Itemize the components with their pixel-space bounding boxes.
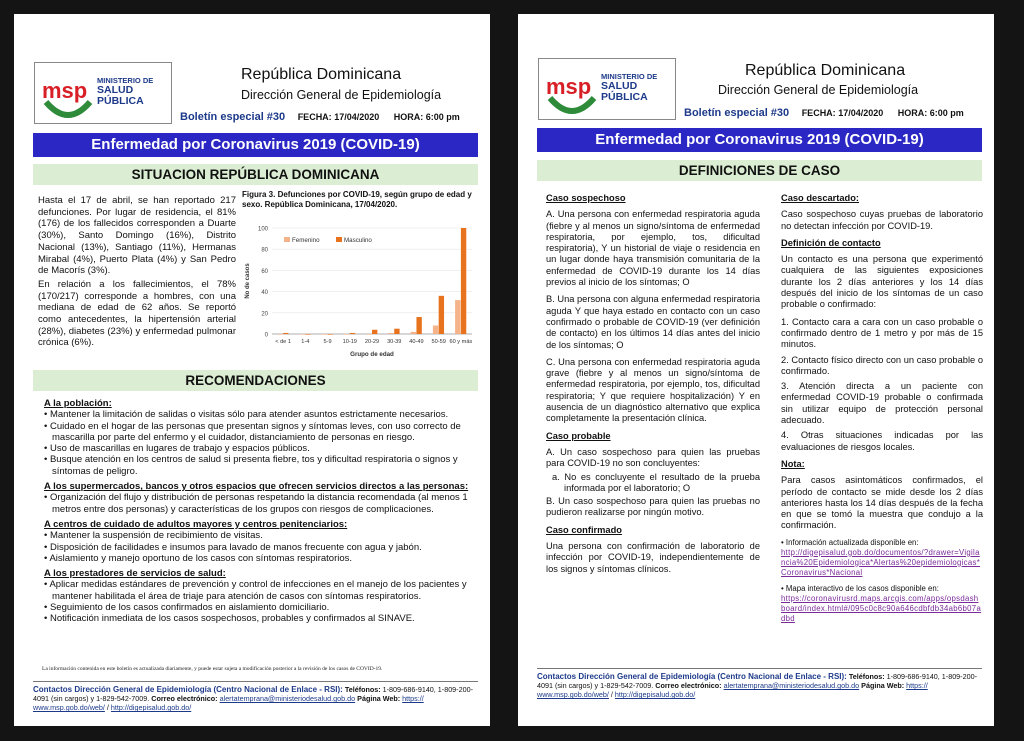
contacto-item-4: 4. Otras situaciones indicadas por las evaluaciones de riesgos locales. [781, 430, 983, 452]
header-meta [684, 107, 964, 119]
web-label: Página Web: [357, 694, 401, 703]
bar-masculino-5 [394, 329, 399, 334]
y-tick-label: 0 [264, 332, 268, 339]
definitions-left-column [546, 193, 760, 581]
phones: 1-809-686-9140, 1-809-200-4091 (sin cargos) y 1-829-542-7009. [537, 672, 977, 690]
reco-heading: A la población: [44, 398, 112, 409]
header-title: República Dominicana [745, 62, 906, 79]
email-label: Correo electrónico: [655, 681, 722, 690]
time-value: 6:00 pm [929, 108, 964, 118]
svg-text:msp: msp [42, 78, 88, 103]
contacto-item-2: 2. Contacto físico directo con un caso probable o confirmado. [781, 354, 983, 376]
caso-confirmado-text: Una persona con confirmación de laboratorio de infección por COVID-19, independientemente de los signos y síntomas clínicos. [546, 541, 760, 574]
caso-descartado-title: Caso descartado: [781, 193, 860, 203]
reco-item: • Aplicar medidas estándares de prevención y control de infecciones en el manejo de los pacientes y mantener habilitada el área de triaje para atención de casos con síntomas respiratorios. [44, 579, 469, 602]
x-tick-label: 1-4 [301, 339, 310, 345]
time-value: 6:00 pm [425, 112, 460, 122]
nota-title: Nota: [781, 458, 805, 469]
web-separator: / [104, 703, 111, 712]
x-tick-label: < de 1 [275, 339, 291, 345]
phones: 1-809-686-9140, 1-809-200-4091 (sin cargos) y 1-829-542-7009. [33, 685, 473, 703]
legend-label-masculino: Masculino [344, 237, 372, 244]
section-recomendaciones: RECOMENDACIONES [33, 370, 478, 391]
bar-masculino-2 [328, 334, 333, 335]
bar-femenino-7 [433, 326, 438, 334]
bar-femenino-5 [388, 333, 393, 334]
header-subtitle: Dirección General de Epidemiología [718, 83, 919, 97]
legend-swatch-femenino [284, 237, 290, 242]
situacion-para2: En relación a los fallecimientos, el 78% (170/217) corresponde a hombres, con una mediana de edad de 62 años. Se reportó como antecedentes, la hipertensión arterial (28%), diabetes (23%) y enfermedad pulmonar crónica (6%). [38, 278, 236, 349]
web-link-digepi[interactable]: http://digepisalud.gob.do/ [110, 703, 192, 712]
x-tick-label: 40-49 [409, 339, 424, 345]
footnote: La información contenida en este boletín es actualizada diariamente, y puede estar sujeta a modificación posterior a la revisión de los casos de COVID-19. [42, 666, 383, 672]
y-tick-label: 40 [261, 290, 268, 297]
bar-femenino-2 [322, 334, 327, 335]
contacto-title: Definición de contacto [781, 237, 881, 248]
bar-femenino-6 [411, 332, 416, 334]
contacts-title: Contactos Dirección General de Epidemiología (Centro Nacional de Enlace - RSI): [33, 685, 343, 694]
x-tick-label: 20-29 [364, 339, 380, 345]
bar-femenino-3 [344, 334, 349, 335]
contacto-intro: Un contacto es una persona que experimentó cualquiera de las siguientes exposiciones durante los 2 días anteriores y los 14 días después del inicio de los síntomas de un caso probable o confirmado: [781, 254, 983, 310]
phones-label: Teléfonos: [848, 672, 885, 681]
definitions-right-column [781, 193, 983, 624]
info2-label: Mapa interactivo de los casos disponible en: [785, 583, 939, 593]
time-label: HORA: [897, 108, 928, 118]
time-label: HORA: [393, 112, 424, 122]
web-link-msp[interactable]: www.msp.gob.do/web/ [33, 703, 105, 712]
email-link[interactable]: alertatemprana@ministeriodesalud.gob.do [723, 681, 860, 690]
web-prefix-link[interactable]: https:// [906, 681, 928, 690]
web-link-digepi[interactable]: http://digepisalud.gob.do/ [614, 690, 696, 699]
caso-probable-a: A. Un caso sospechoso para quien las pruebas para COVID-19 no son concluyentes: [546, 446, 760, 469]
contacts-block [537, 668, 982, 699]
bulletin-page-definiciones [518, 14, 994, 726]
reco-heading: A los prestadores de servicios de salud: [44, 568, 226, 580]
logo-line2: SALUD PÚBLICA [97, 83, 144, 107]
bulletin-page-situacion [14, 14, 490, 726]
nota-text: Para casos asintomáticos confirmados, el período de contacto se mide desde los 2 días anteriores hasta los 14 días después de la fecha en que se tomó la muestra que condujo a la confirmación. [781, 475, 983, 531]
bar-masculino-3 [350, 333, 355, 334]
logo-line1: MINISTERIO DE [97, 76, 154, 85]
section-situacion: SITUACION REPÚBLICA DOMINICANA [33, 164, 478, 185]
msp-logo-icon [40, 68, 96, 118]
bar-masculino-6 [416, 317, 421, 334]
bar-masculino-8 [461, 228, 466, 334]
header-subtitle: Dirección General de Epidemiología [241, 88, 442, 102]
legend-label-femenino: Femenino [292, 237, 320, 244]
reco-item: • Organización del flujo y distribución de personas respetando la distancia recomendada (al menos 1 metros entre dos personas) y características de los grupos con riesgos de complicaciones. [44, 492, 469, 515]
header-meta [180, 111, 460, 123]
contacts-title: Contactos Dirección General de Epidemiología (Centro Nacional de Enlace - RSI): [537, 672, 847, 681]
contacts-block [33, 681, 478, 712]
bulletin-number: Boletín especial #30 [180, 111, 286, 123]
x-tick-label: 30-39 [387, 339, 402, 345]
y-tick-label: 100 [257, 226, 268, 233]
y-axis-label: No de casos [245, 263, 251, 299]
reco-item: • Cuidado en el hogar de las personas que presentan signos y síntomas leves, con uso correcto de mascarilla por parte del enfermo y el cuidador, distanciamiento de personas en riesgo. [44, 421, 469, 444]
caso-probable-a-sub: a. No es concluyente el resultado de la prueba informada por el laboratorio; O [552, 471, 760, 493]
reco-item: • Notificación inmediata de los casos sospechosos, probables y confirmados al SINAVE. [44, 613, 469, 624]
bar-masculino-1 [305, 334, 310, 335]
svg-text:msp: msp [546, 74, 592, 99]
situacion-text [38, 195, 236, 351]
x-tick-label: 5-9 [323, 339, 332, 345]
y-tick-label: 80 [261, 247, 268, 254]
y-tick-label: 20 [261, 311, 268, 318]
recomendaciones-list [44, 398, 469, 625]
date-value: 17/04/2020 [334, 112, 380, 122]
caso-sospechoso-a: A. Una persona con enfermedad respiratoria aguda (fiebre y al menos un signo/síntoma de enfermedad respiratoria, por ejemplo, tos, dificultad respiratoria), Y un historial de viaje o residencia en un lugar donde haya transmisión comunitaria de la enfermedad de COVID-19 durante los 14 días previos al inicio de los síntomas; O [546, 209, 760, 288]
bar-femenino-0 [277, 334, 282, 335]
reco-item: • Seguimiento de los casos confirmados en aislamiento domiciliario. [44, 602, 469, 613]
bulletin-number: Boletín especial #30 [684, 107, 790, 119]
situacion-para1: Hasta el 17 de abril, se han reportado 217 defunciones. Por lugar de residencia, el 81% (176) de los fallecidos corresponden a Duarte (30%), Santo Domingo (16%), Distrito Nacional (13%), Santiago (11%), Hermanas Mirabal (4%), Puerto Plata (4%) y San Pedro de Macorís (3%). [38, 195, 236, 277]
reco-item: • Uso de mascarillas en lugares de trabajo y espacios públicos. [44, 443, 469, 454]
disease-banner: Enfermedad por Coronavirus 2019 (COVID-19) [33, 133, 478, 157]
y-tick-label: 60 [261, 268, 268, 275]
header-title: República Dominicana [241, 66, 402, 83]
info2-link[interactable]: https://coronavirusrd.maps.arcgis.com/apps/opsdashboard/index.html#/095c0c8c90a646cdbfdb34ab6b07adbd [781, 593, 982, 623]
msp-logo-icon [544, 64, 600, 114]
logo-line2: SALUD PÚBLICA [601, 79, 648, 103]
web-link-msp[interactable]: www.msp.gob.do/web/ [537, 690, 609, 699]
reco-heading: A centros de cuidado de adultos mayores y centros penitenciarios: [44, 518, 348, 530]
date-label: FECHA: [801, 108, 836, 118]
deaths-bar-chart [238, 220, 478, 370]
x-tick-label: 60 y más [449, 339, 473, 345]
msp-logo [34, 62, 172, 124]
legend-swatch-masculino [336, 237, 342, 242]
info-links: • Información actualizada disponible en: http://digepisalud.gob.do/documentos/?drawer=Vigilancia%20Epidemiologica*Alertas%20epidemiologicas*Coronavirus*Nacional • Mapa interactivo de los casos disponible en: https://coronavirusrd.maps.arcgis.com/apps/opsdashboard/index.html#/095c0c8c90a646cdbfdb34ab6b07adbd [781, 537, 982, 623]
section-definiciones: DEFINICIONES DE CASO [537, 160, 982, 181]
x-axis-label: Grupo de edad [350, 351, 394, 358]
caso-probable-b: B. Un caso sospechoso para quien las pruebas no pudieron realizarse por ningún motivo. [546, 496, 760, 518]
web-label: Página Web: [861, 681, 905, 690]
figure-title: Figura 3. Defunciones por COVID-19, según grupo de edad y sexo. República Dominicana, 17/04/2020. [242, 190, 472, 209]
caso-sospechoso-b: B. Una persona con alguna enfermedad respiratoria aguda Y que haya estado en contacto con un caso confirmado o probable de COVID-19 (ver definición de contacto) en los últimos 14 días antes del inicio de los síntomas; O [546, 294, 760, 350]
x-tick-label: 50-59 [431, 339, 446, 345]
caso-sospechoso-title: Caso sospechoso [546, 193, 626, 203]
reco-item: • Disposición de facilidades e insumos para lavado de manos frecuente con agua y jabón. [44, 542, 469, 553]
email-link[interactable]: alertatemprana@ministeriodesalud.gob.do [219, 694, 356, 703]
bar-femenino-4 [366, 334, 371, 335]
bar-masculino-7 [439, 296, 444, 334]
reco-heading: A los supermercados, bancos y otros espacios que ofrecen servicios directos a las personas: [44, 481, 469, 493]
date-value: 17/04/2020 [838, 108, 884, 118]
web-separator: / [608, 690, 615, 699]
x-tick-label: 10-19 [342, 339, 357, 345]
email-label: Correo electrónico: [151, 694, 218, 703]
caso-confirmado-title: Caso confirmado [546, 524, 622, 535]
web-prefix-link[interactable]: https:// [402, 694, 424, 703]
reco-item: • Aislamiento y manejo oportuno de los casos con síntomas respiratorios. [44, 553, 469, 564]
caso-descartado-text: Caso sospechoso cuyas pruebas de laboratorio no detectan infección por COVID-19. [781, 209, 983, 231]
msp-logo [538, 58, 676, 120]
phones-label: Teléfonos: [344, 685, 381, 694]
bar-masculino-4 [372, 330, 377, 334]
info1-link[interactable]: http://digepisalud.gob.do/documentos/?drawer=Vigilancia%20Epidemiologica*Alertas%20epidemiologicas*Coronavirus*Nacional [781, 547, 981, 577]
bar-femenino-1 [300, 334, 305, 335]
reco-item: • Mantener la suspensión de recibimiento de visitas. [44, 530, 469, 541]
caso-sospechoso-c: C. Una persona con enfermedad respiratoria aguda grave (fiebre y al menos un signo/síntoma de enfermedad respiratoria, por ejemplo, tos, dificultad respiratoria; Y que requiere hospitalización) Y en ausencia de un diagnóstico alternativo que explica completamente la presentación clínica. [546, 356, 760, 424]
logo-line1: MINISTERIO DE [601, 72, 658, 81]
reco-item: • Busque atención en los centros de salud si presenta fiebre, tos y dificultad respiratoria o signos y síntomas de peligro. [44, 454, 469, 477]
contacto-item-1: 1. Contacto cara a cara con un caso probable o confirmado dentro de 1 metro y por más de 15 minutos. [781, 316, 983, 350]
info1-label: Información actualizada disponible en: [785, 537, 919, 547]
bar-femenino-8 [455, 300, 460, 334]
reco-item: • Mantener la limitación de salidas o visitas sólo para atender asuntos estrictamente necesarios. [44, 409, 469, 420]
contacto-item-3: 3. Atención directa a un paciente con enfermedad COVID-19 probable o confirmada sin utilizar equipo de protección personal adecuado. [781, 381, 983, 426]
date-label: FECHA: [297, 112, 332, 122]
caso-probable-title: Caso probable [546, 430, 611, 441]
bar-masculino-0 [283, 333, 288, 334]
disease-banner: Enfermedad por Coronavirus 2019 (COVID-19) [537, 128, 982, 152]
